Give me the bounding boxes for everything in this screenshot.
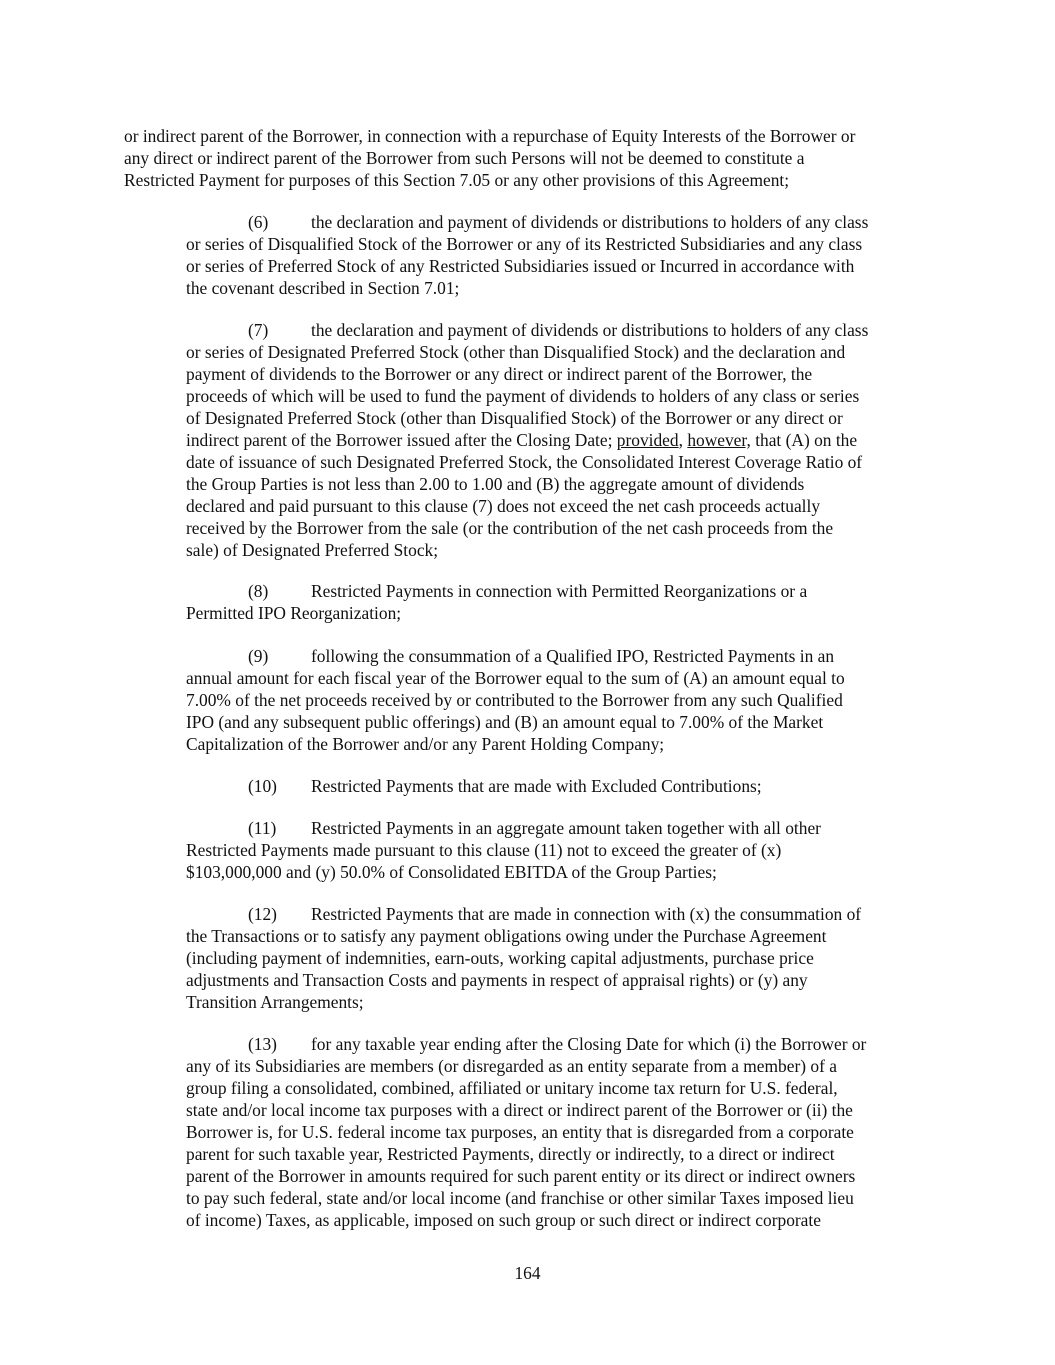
clause-text: Transition Arrangements; bbox=[186, 992, 364, 1012]
clause-text: the Group Parties is not less than 2.00 to 1.00 and (B) the aggregate amount of dividends bbox=[186, 474, 805, 494]
clause-text-provided-line bbox=[186, 429, 857, 451]
clause-text-segment: , bbox=[678, 430, 688, 450]
clause-text: annual amount for each fiscal year of the Borrower equal to the sum of (A) an amount equal to bbox=[186, 668, 845, 688]
clause-text: sale) of Designated Preferred Stock; bbox=[186, 540, 439, 560]
clause-number: (8) bbox=[248, 581, 269, 601]
clause-text: of Designated Preferred Stock (other than Disqualified Stock) of the Borrower or any direct or bbox=[186, 408, 843, 428]
clause-text: the Transactions or to satisfy any payment obligations owing under the Purchase Agreement bbox=[186, 926, 827, 946]
clause-text: Restricted Payments that are made in connection with (x) the consummation of bbox=[311, 904, 862, 924]
clause-number: (10) bbox=[248, 776, 277, 796]
clause-number: (7) bbox=[248, 320, 269, 340]
intro-line: any direct or indirect parent of the Borrower from such Persons will not be deemed to constitute a bbox=[124, 148, 805, 168]
clause-text: or series of Designated Preferred Stock (other than Disqualified Stock) and the declaration and bbox=[186, 342, 846, 362]
clause-text: any of its Subsidiaries are members (or disregarded as an entity separate from a member) of a bbox=[186, 1056, 837, 1076]
clause-number: (11) bbox=[248, 818, 277, 838]
clause-number: (13) bbox=[248, 1034, 277, 1054]
clause-text: Restricted Payments made pursuant to this clause (11) not to exceed the greater of (x) bbox=[186, 840, 782, 860]
clause-text-segment: that (A) on the bbox=[750, 430, 858, 450]
clause-text: or series of Preferred Stock of any Restricted Subsidiaries issued or Incurred in accordance with bbox=[186, 256, 855, 276]
clause-text: of income) Taxes, as applicable, imposed on such group or such direct or indirect corporate bbox=[186, 1210, 821, 1230]
clause-text: the declaration and payment of dividends or distributions to holders of any class bbox=[311, 320, 869, 340]
clause-text: following the consummation of a Qualified IPO, Restricted Payments in an bbox=[311, 646, 835, 666]
intro-line: or indirect parent of the Borrower, in connection with a repurchase of Equity Interests of the Borrower or bbox=[124, 126, 856, 146]
clause-text: declared and paid pursuant to this clause (7) does not exceed the net cash proceeds actually bbox=[186, 496, 821, 516]
clause-text: $103,000,000 and (y) 50.0% of Consolidated EBITDA of the Group Parties; bbox=[186, 862, 717, 882]
clause-text: proceeds of which will be used to fund the payment of dividends to holders of any class or series bbox=[186, 386, 860, 406]
page-number: 164 bbox=[514, 1263, 541, 1283]
clause-text: Capitalization of the Borrower and/or any Parent Holding Company; bbox=[186, 734, 665, 754]
clause-text: 7.00% of the net proceeds received by or contributed to the Borrower from any such Qualified bbox=[186, 690, 843, 710]
clause-text: Restricted Payments in an aggregate amount taken together with all other bbox=[311, 818, 821, 838]
clause-text: (including payment of indemnities, earn-outs, working capital adjustments, purchase price bbox=[186, 948, 814, 968]
clause-text: received by the Borrower from the sale (or the contribution of the net cash proceeds from the bbox=[186, 518, 834, 538]
clause-text: Borrower is, for U.S. federal income tax purposes, an entity that is disregarded from a corporate bbox=[186, 1122, 854, 1142]
clause-text: state and/or local income tax purposes with a direct or indirect parent of the Borrower or (ii) the bbox=[186, 1100, 853, 1120]
clause-text: group filing a consolidated, combined, affiliated or unitary income tax return for U.S. federal, bbox=[186, 1078, 838, 1098]
clause-text: the declaration and payment of dividends or distributions to holders of any class bbox=[311, 212, 869, 232]
clause-text: the covenant described in Section 7.01; bbox=[186, 278, 460, 298]
clause-text: for any taxable year ending after the Closing Date for which (i) the Borrower or bbox=[311, 1034, 867, 1054]
clause-text: payment of dividends to the Borrower or any direct or indirect parent of the Borrower, the bbox=[186, 364, 813, 384]
clause-text: Restricted Payments in connection with Permitted Reorganizations or a bbox=[311, 581, 808, 601]
however-term: however, bbox=[687, 430, 751, 450]
intro-line: Restricted Payment for purposes of this Section 7.05 or any other provisions of this Agreement; bbox=[124, 170, 790, 190]
clause-text-segment: indirect parent of the Borrower issued after the Closing Date; bbox=[186, 430, 617, 450]
clause-text: parent for such taxable year, Restricted Payments, directly or indirectly, to a direct or indirect bbox=[186, 1144, 835, 1164]
clause-text: Permitted IPO Reorganization; bbox=[186, 603, 402, 623]
clause-number: (6) bbox=[248, 212, 269, 232]
provided-term: provided bbox=[616, 430, 679, 450]
clause-text: to pay such federal, state and/or local income (and franchise or other similar Taxes imposed lieu bbox=[186, 1188, 854, 1208]
clause-number: (12) bbox=[248, 904, 277, 924]
clause-text: adjustments and Transaction Costs and payments in respect of appraisal rights) or (y) any bbox=[186, 970, 808, 990]
clause-text: IPO (and any subsequent public offerings) and (B) an amount equal to 7.00% of the Market bbox=[186, 712, 824, 732]
clause-text: Restricted Payments that are made with Excluded Contributions; bbox=[311, 776, 762, 796]
clause-number: (9) bbox=[248, 646, 269, 666]
clause-text: or series of Disqualified Stock of the Borrower or any of its Restricted Subsidiaries and any class bbox=[186, 234, 863, 254]
clause-text: date of issuance of such Designated Preferred Stock, the Consolidated Interest Coverage Ratio of bbox=[186, 452, 863, 472]
clause-text: parent of the Borrower in amounts required for such parent entity or its direct or indirect owners bbox=[186, 1166, 856, 1186]
